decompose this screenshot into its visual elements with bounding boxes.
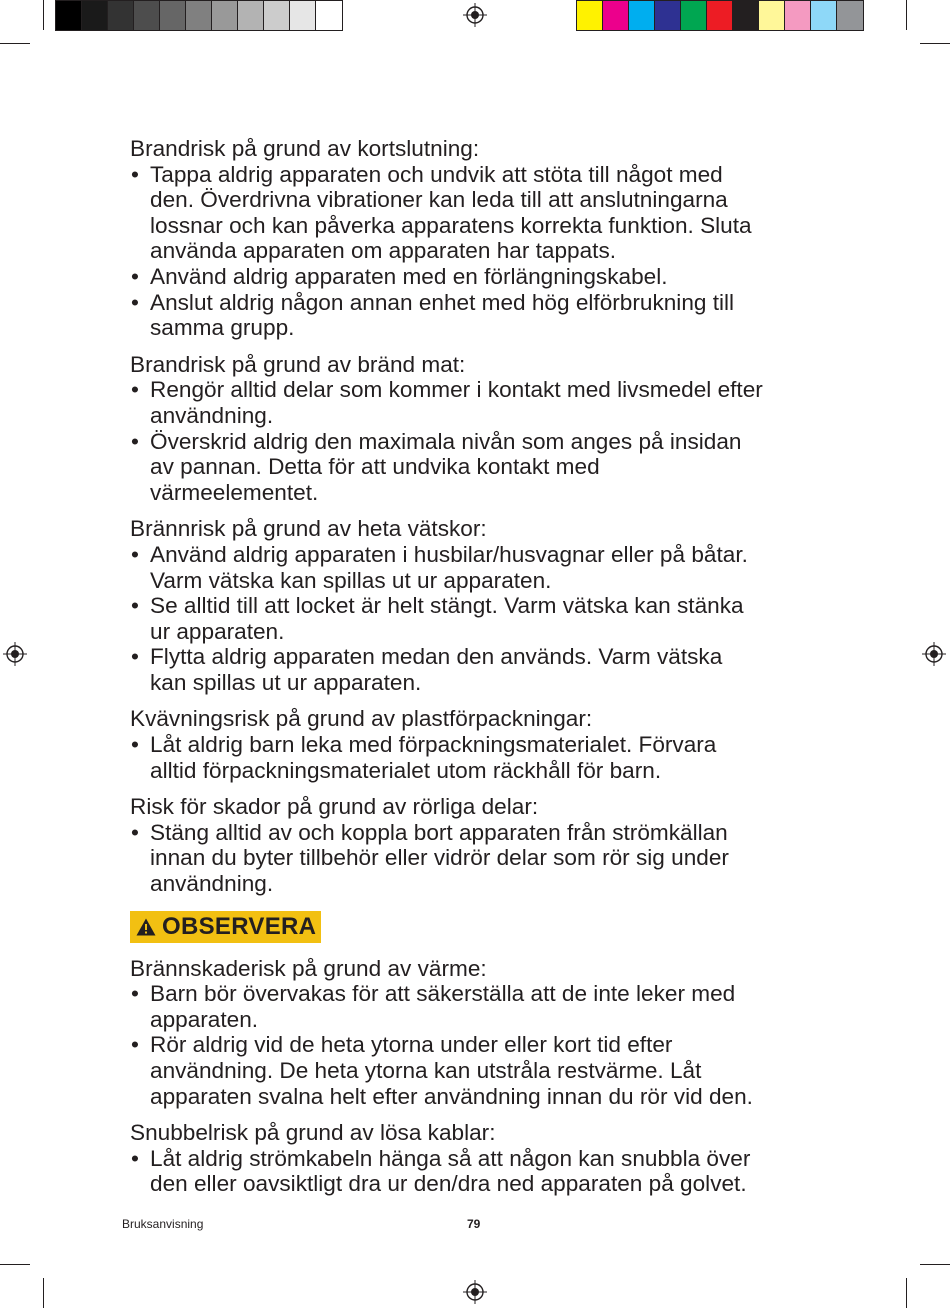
bullet-dot-icon: •: [131, 289, 139, 315]
bullet-item: [130, 593, 830, 644]
bullet-line: Rör aldrig vid de heta ytorna under eller kort tid efter: [150, 1032, 673, 1058]
bullet-dot-icon: •: [131, 541, 139, 567]
crop-mark: [920, 43, 950, 44]
bullet-line: alltid förpackningsmaterialet utom räckhåll för barn.: [150, 757, 662, 783]
bullet-item: [130, 542, 830, 593]
hazard-section: [130, 352, 830, 506]
crop-mark: [906, 1278, 907, 1308]
bullet-line: Stäng alltid av och koppla bort apparaten från strömkällan: [150, 819, 728, 845]
bullet-dot-icon: •: [131, 1032, 139, 1058]
registration-crosshair-icon: [463, 3, 487, 27]
bullet-list: [130, 162, 830, 341]
bullet-line: lossnar och kan påverka apparatens korrekta funktion. Sluta: [150, 212, 752, 238]
hazard-section: [130, 794, 830, 896]
color-swatch: [707, 1, 733, 30]
hazard-section: [130, 706, 830, 783]
bullet-line: Låt aldrig strömkabeln hänga så att någon kan snubbla över: [150, 1145, 751, 1171]
caution-label: [130, 911, 321, 943]
color-swatch: [681, 1, 707, 30]
color-swatch: [108, 1, 134, 30]
color-swatch: [290, 1, 316, 30]
bullet-dot-icon: •: [131, 377, 139, 403]
warning-triangle-icon: [136, 918, 156, 936]
bullet-dot-icon: •: [131, 1145, 139, 1171]
bullet-line: Barn bör övervakas för att säkerställa att de inte leker med: [150, 981, 736, 1007]
bullet-item: [130, 981, 830, 1032]
bullet-line: den. Överdrivna vibrationer kan leda till att anslutningarna: [150, 187, 728, 213]
bullet-line: användning.: [150, 402, 274, 428]
bullet-dot-icon: •: [131, 819, 139, 845]
sections-bottom: [130, 956, 830, 1197]
safety-instructions: [130, 136, 830, 1208]
section-heading: Brandrisk på grund av kortslutning:: [130, 136, 480, 161]
color-swatch: [186, 1, 212, 30]
bullet-line: Varm vätska kan spillas ut ur apparaten.: [150, 567, 552, 593]
bullet-dot-icon: •: [131, 161, 139, 187]
page-number: 79: [467, 1217, 481, 1231]
color-swatch: [733, 1, 759, 30]
bullet-line: Tappa aldrig apparaten och undvik att stöta till något med: [150, 161, 723, 187]
section-heading: Risk för skador på grund av rörliga delar:: [130, 794, 539, 820]
bullet-list: [130, 981, 830, 1109]
bullet-line: Rengör alltid delar som kommer i kontakt med livsmedel efter: [150, 377, 763, 403]
bullet-line: Anslut aldrig någon annan enhet med hög elförbrukning till: [150, 289, 735, 315]
bullet-item: [130, 264, 830, 290]
bullet-item: [130, 1146, 830, 1197]
color-swatch: [603, 1, 629, 30]
section-heading: Brandrisk på grund av bränd mat:: [130, 351, 466, 377]
section-heading: Brännrisk på grund av heta vätskor:: [130, 516, 487, 542]
bullet-dot-icon: •: [131, 981, 139, 1007]
bullet-line: ur apparaten.: [150, 618, 285, 644]
hazard-section: [130, 136, 830, 341]
color-swatch: [82, 1, 108, 30]
color-swatch: [160, 1, 186, 30]
crop-mark: [0, 43, 30, 44]
bullet-list: [130, 820, 830, 897]
bullet-line: av pannan. Detta för att undvika kontakt med: [150, 454, 600, 480]
bullet-item: [130, 820, 830, 897]
bullet-line: innan du byter tillbehör eller vidrör delar som rör sig under: [150, 845, 729, 871]
color-swatch: [264, 1, 290, 30]
bullet-line: Överskrid aldrig den maximala nivån som anges på insidan: [150, 428, 742, 454]
bullet-dot-icon: •: [131, 644, 139, 670]
bullet-line: kan spillas ut ur apparaten.: [150, 669, 422, 695]
bullet-line: använda apparaten om apparaten har tappats.: [150, 238, 617, 264]
sections-top: [130, 136, 830, 897]
bullet-item: [130, 644, 830, 695]
bullet-dot-icon: •: [131, 263, 139, 289]
color-swatch: [316, 1, 342, 30]
bullet-line: samma grupp.: [150, 315, 295, 341]
registration-crosshair-icon: [3, 642, 27, 666]
grayscale-calibration-bar: [55, 0, 343, 31]
section-heading: Kvävningsrisk på grund av plastförpackningar:: [130, 706, 593, 732]
bullet-line: Använd aldrig apparaten med en förlängningskabel.: [150, 263, 668, 289]
bullet-item: [130, 429, 830, 506]
bullet-list: [130, 542, 830, 696]
bullet-item: [130, 377, 830, 428]
bullet-list: [130, 732, 830, 783]
bullet-line: apparaten svalna helt efter användning innan du rör vid den.: [150, 1083, 753, 1109]
bullet-item: [130, 290, 830, 341]
hazard-section: [130, 956, 830, 1110]
registration-crosshair-icon: [922, 642, 946, 666]
bullet-dot-icon: •: [131, 593, 139, 619]
bullet-list: [130, 1146, 830, 1197]
color-swatch: [238, 1, 264, 30]
color-swatch: [811, 1, 837, 30]
hazard-section: [130, 516, 830, 695]
bullet-line: användning.: [150, 871, 274, 897]
bullet-line: apparaten.: [150, 1006, 259, 1032]
bullet-line: Flytta aldrig apparaten medan den används. Varm vätska: [150, 644, 723, 670]
color-calibration-bar: [576, 0, 864, 31]
bullet-line: värmeelementet.: [150, 479, 319, 505]
bullet-line: Låt aldrig barn leka med förpackningsmaterialet. Förvara: [150, 732, 717, 758]
bullet-line: Använd aldrig apparaten i husbilar/husvagnar eller på båtar.: [150, 541, 748, 567]
color-swatch: [785, 1, 811, 30]
caution-text: OBSERVERA: [162, 912, 317, 940]
bullet-list: [130, 377, 830, 505]
crop-mark: [906, 0, 907, 30]
crop-mark: [43, 1278, 44, 1308]
crop-mark: [43, 0, 44, 30]
hazard-section: [130, 1120, 830, 1197]
bullet-item: [130, 1032, 830, 1109]
color-swatch: [577, 1, 603, 30]
color-swatch: [212, 1, 238, 30]
bullet-dot-icon: •: [131, 732, 139, 758]
color-swatch: [837, 1, 863, 30]
crop-mark: [920, 1264, 950, 1265]
registration-crosshair-icon: [463, 1280, 487, 1304]
color-swatch: [655, 1, 681, 30]
crop-mark: [0, 1264, 30, 1265]
section-heading: Brännskaderisk på grund av värme:: [130, 955, 487, 981]
bullet-dot-icon: •: [131, 428, 139, 454]
color-swatch: [56, 1, 82, 30]
bullet-line: användning. De heta ytorna kan utstråla restvärme. Låt: [150, 1058, 702, 1083]
color-swatch: [629, 1, 655, 30]
color-swatch: [134, 1, 160, 30]
section-heading: Snubbelrisk på grund av lösa kablar:: [130, 1120, 496, 1146]
bullet-line: Se alltid till att locket är helt stängt. Varm vätska kan stänka: [150, 593, 744, 619]
bullet-item: [130, 732, 830, 783]
bullet-item: [130, 162, 830, 264]
footer-manual-title: Bruksanvisning: [122, 1217, 204, 1231]
color-swatch: [759, 1, 785, 30]
bullet-line: den eller oavsiktligt dra ur den/dra ned apparaten på golvet.: [150, 1171, 747, 1197]
